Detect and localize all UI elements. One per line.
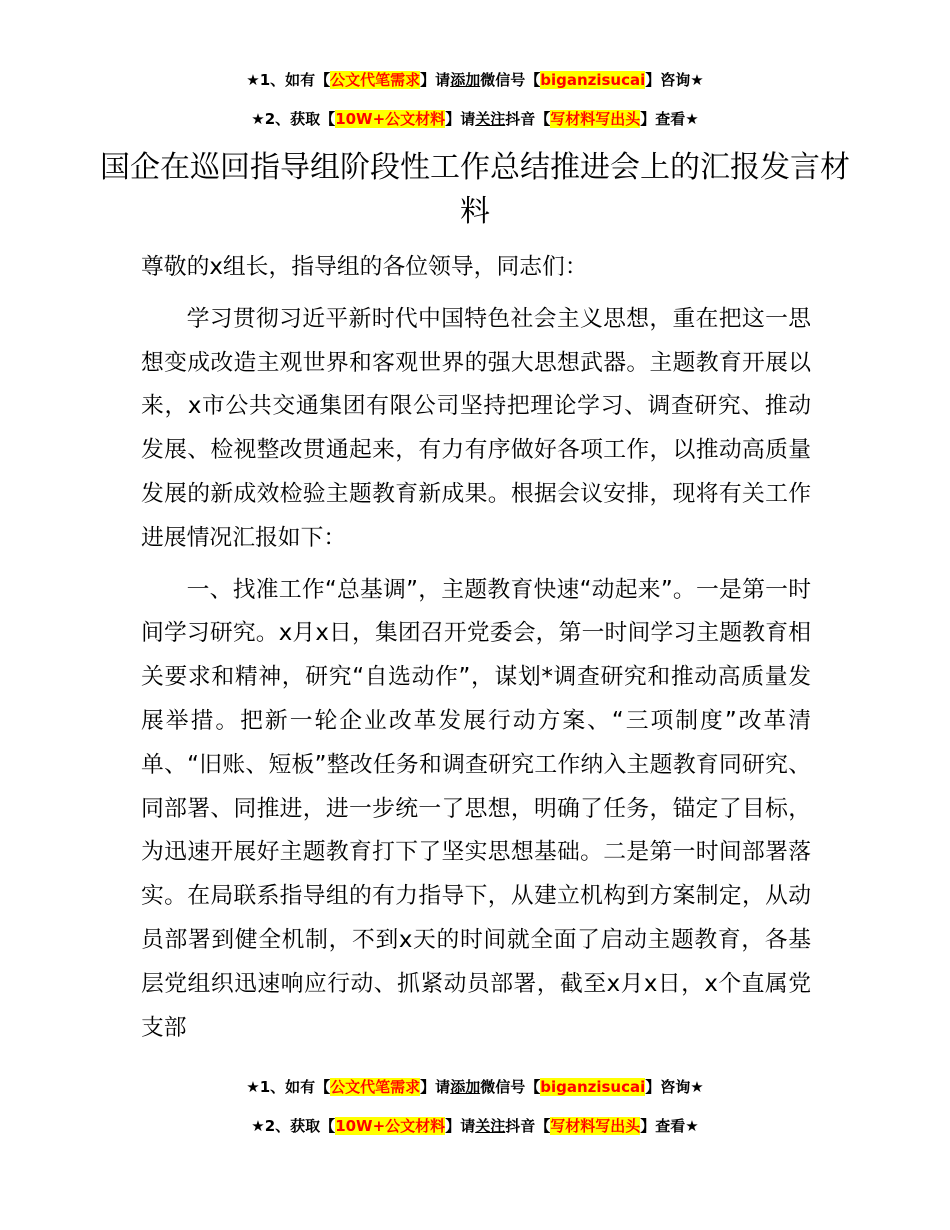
banner-text: 抖音【: [505, 110, 551, 128]
document-title: 国企在巡回指导组阶段性工作总结推进会上的汇报发言材料: [100, 150, 850, 229]
banner-underline: 关注: [475, 1117, 506, 1135]
banner-text: 】咨询★: [645, 71, 704, 89]
banner-text: ★2、获取【: [251, 1117, 336, 1135]
banner-text: 】请: [420, 71, 451, 89]
banner-highlight: biganzisucai: [540, 71, 646, 89]
banner-text: ★1、如有【: [246, 1078, 331, 1096]
promo-banner-top-line-1: [0, 70, 950, 90]
banner-text: 】请: [445, 1117, 476, 1135]
banner-text: ★2、获取【: [251, 110, 336, 128]
banner-highlight: 10W+公文材料: [335, 1117, 446, 1135]
banner-underline: 关注: [475, 110, 506, 128]
banner-text: 】请: [420, 1078, 451, 1096]
banner-underline: 添加: [450, 1078, 481, 1096]
salutation: 尊敬的x组长，指导组的各位领导，同志们：: [141, 254, 588, 280]
document-body: [141, 246, 811, 1050]
banner-text: 抖音【: [505, 1117, 551, 1135]
banner-text: 微信号【: [480, 1078, 541, 1096]
body-paragraph: 一、找准工作“总基调”，主题教育快速“动起来”。一是第一时间学习研究。x月x日，集团召开党委会，第一时间学习主题教育相关要求和精神，研究“自选动作”，谋划*调查研究和推动高质量发展举措。把新一轮企业改革发展行动方案、“三项制度”改革清单、“旧账、短板”整改任务和调查研究工作纳入主题教育同研究、同部署、同推进，进一步统一了思想，明确了任务，锚定了目标，为迅速开展好主题教育打下了坚实思想基础。二是第一时间部署落实。在局联系指导组的有力指导下，从建立机构到方案制定，从动员部署到健全机制，不到x天的时间就全面了启动主题教育，各基层党组织迅速响应行动、抓紧动员部署，截至x月x日，x个直属党支部: [141, 576, 811, 1041]
banner-highlight: biganzisucai: [540, 1078, 646, 1096]
promo-banner-bottom-line-1: [0, 1077, 950, 1097]
promo-banner-bottom-line-2: [0, 1116, 950, 1136]
banner-text: 】咨询★: [645, 1078, 704, 1096]
banner-highlight: 公文代笔需求: [330, 71, 421, 89]
banner-highlight: 写材料写出头: [550, 1117, 641, 1135]
banner-highlight: 10W+公文材料: [335, 110, 446, 128]
body-paragraph: 学习贯彻习近平新时代中国特色社会主义思想，重在把这一思想变成改造主观世界和客观世界的强大思想武器。主题教育开展以来，x市公共交通集团有限公司坚持把理论学习、调查研究、推动发展、检视整改贯通起来，有力有序做好各项工作，以推动高质量发展的新成效检验主题教育新成果。根据会议安排，现将有关工作进展情况汇报如下：: [141, 305, 811, 551]
banner-underline: 添加: [450, 71, 481, 89]
banner-highlight: 写材料写出头: [550, 110, 641, 128]
banner-text: 】查看★: [640, 1117, 699, 1135]
promo-banner-top-line-2: [0, 109, 950, 129]
banner-highlight: 公文代笔需求: [330, 1078, 421, 1096]
banner-text: ★1、如有【: [246, 71, 331, 89]
banner-text: 微信号【: [480, 71, 541, 89]
banner-text: 】请: [445, 110, 476, 128]
banner-text: 】查看★: [640, 110, 699, 128]
